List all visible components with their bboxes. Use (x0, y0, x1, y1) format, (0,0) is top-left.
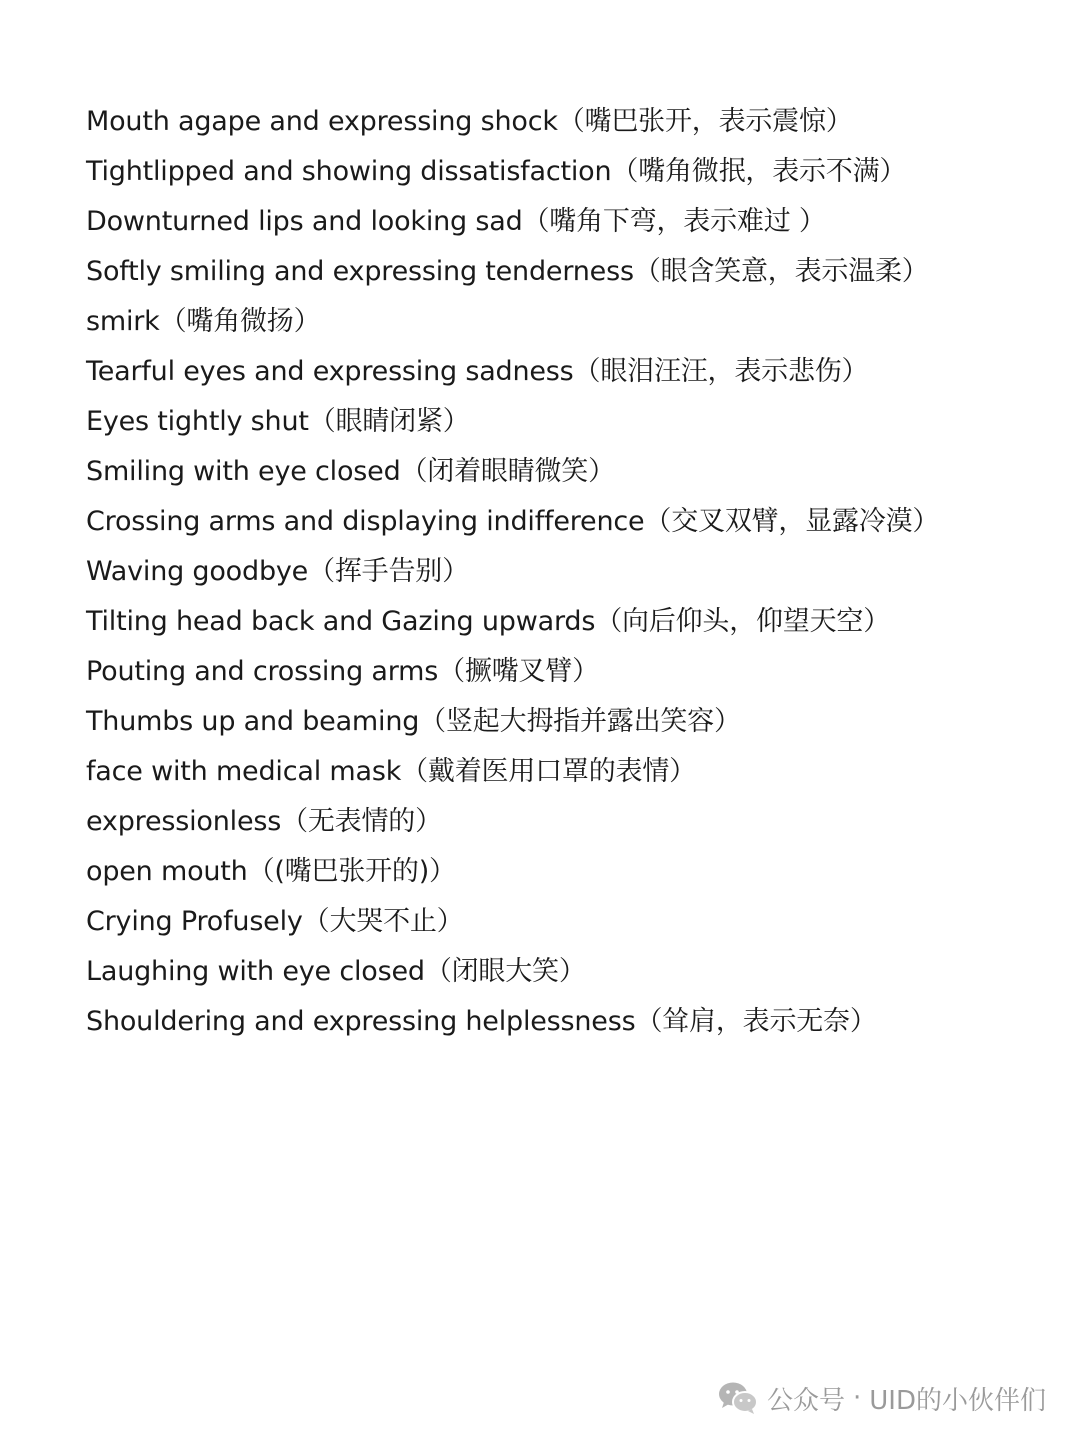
phrase-item: Crying Profusely（大哭不止） (86, 906, 464, 937)
phrase-item: Smiling with eye closed（闭着眼睛微笑） (86, 456, 615, 487)
watermark-account: UID的小伙伴们 (869, 1385, 1046, 1416)
phrase-item: smirk（嘴角微扬） (86, 306, 321, 337)
watermark-prefix: 公众号 (766, 1385, 845, 1416)
phrase-item: Pouting and crossing arms（撅嘴叉臂） (86, 656, 599, 687)
phrase-list (86, 97, 1046, 1047)
phrase-item: open mouth（(嘴巴张开的)） (86, 856, 456, 887)
wechat-icon (717, 1381, 759, 1415)
phrase-item: Tearful eyes and expressing sadness（眼泪汪汪，表示悲伤） (86, 356, 869, 387)
phrase-item: Crossing arms and displaying indifference（交叉双臂，显露冷漠） (86, 506, 940, 537)
phrase-item: Waving goodbye（挥手告别） (86, 556, 469, 587)
phrase-item: Downturned lips and looking sad（嘴角下弯，表示难过 ） (86, 206, 826, 237)
phrase-item: Tightlipped and showing dissatisfaction（嘴角微抿，表示不满） (86, 156, 907, 187)
watermark-separator: · (853, 1383, 862, 1413)
phrase-item: Softly smiling and expressing tenderness（眼含笑意，表示温柔） (86, 256, 929, 287)
watermark (717, 1380, 1046, 1416)
phrase-item: Shouldering and expressing helplessness（耸肩，表示无奈） (86, 1006, 877, 1037)
phrase-item: Eyes tightly shut（眼睛闭紧） (86, 406, 470, 437)
phrase-item: Thumbs up and beaming（竖起大拇指并露出笑容） (86, 706, 741, 737)
phrase-item: Tilting head back and Gazing upwards（向后仰头，仰望天空） (86, 606, 890, 637)
phrase-item: face with medical mask（戴着医用口罩的表情） (86, 756, 696, 787)
phrase-item: Mouth agape and expressing shock（嘴巴张开，表示震惊） (86, 106, 853, 137)
phrase-item: expressionless（无表情的） (86, 806, 442, 837)
phrase-item: Laughing with eye closed（闭眼大笑） (86, 956, 586, 987)
